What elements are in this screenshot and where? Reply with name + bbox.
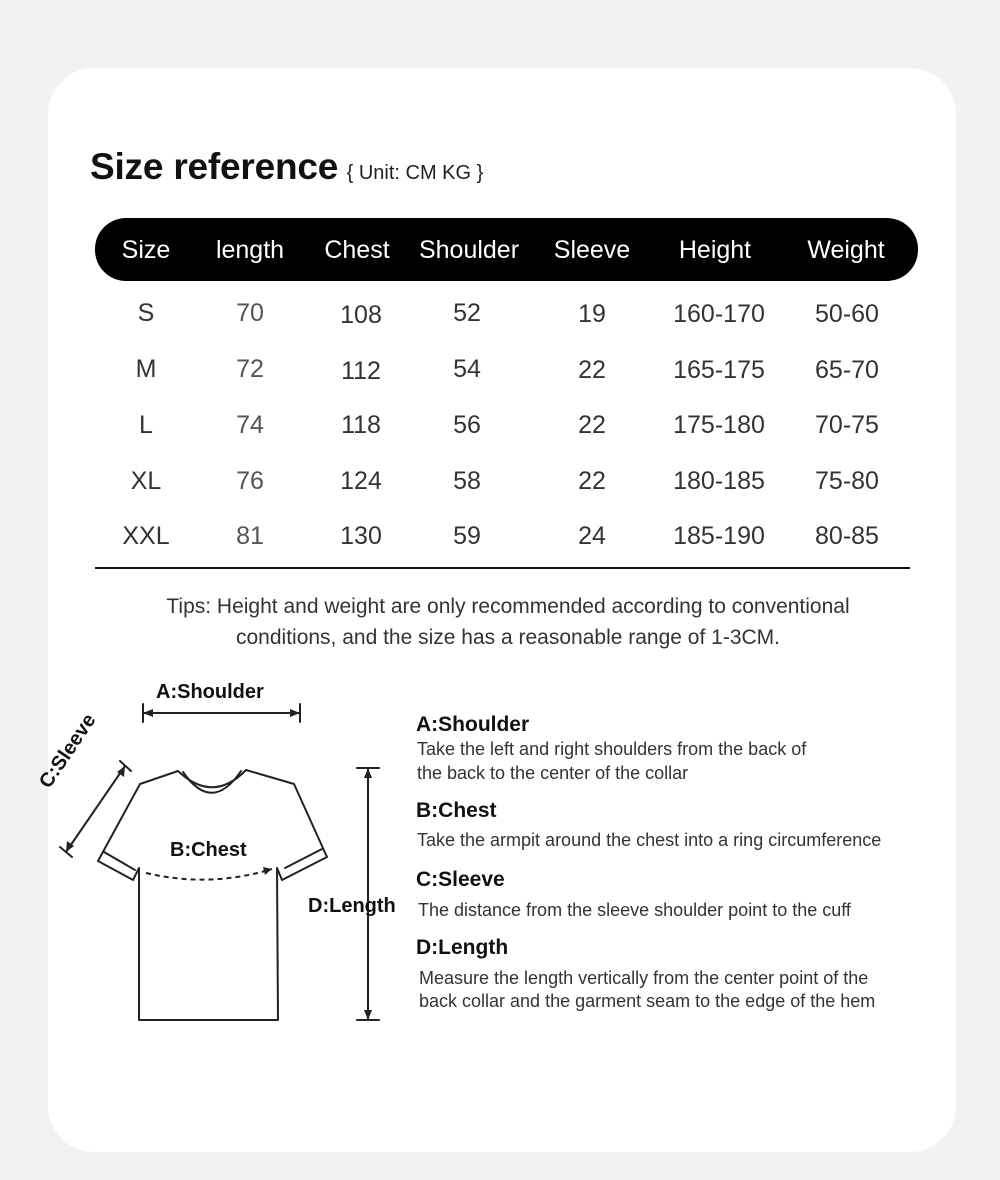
cell-length: 70 — [236, 299, 264, 327]
cell-length: 81 — [236, 522, 264, 550]
tips-line-2: conditions, and the size has a reasonable range of 1-3CM. — [235, 626, 780, 649]
page-title — [90, 146, 483, 188]
tshirt-collar-icon — [183, 771, 241, 793]
legend-d-title: D:Length — [416, 936, 509, 959]
cell-height: 160-170 — [673, 300, 765, 328]
cell-shoulder: 56 — [453, 411, 481, 439]
legend-b-line-1: Take the armpit around the chest into a ring circumference — [417, 830, 882, 850]
diagram-length-label: D:Length — [308, 895, 396, 917]
cell-sleeve: 22 — [578, 356, 606, 384]
header-weight: Weight — [807, 236, 885, 264]
cell-shoulder: 52 — [453, 299, 481, 327]
diagram-chest-label: B:Chest — [170, 839, 247, 861]
chest-measure-line — [146, 869, 272, 880]
cell-shoulder: 54 — [453, 355, 481, 383]
header-length: length — [215, 236, 285, 264]
cell-size: S — [137, 299, 155, 327]
header-sleeve: Sleeve — [553, 236, 631, 264]
cell-height: 180-185 — [673, 467, 765, 495]
cell-weight: 80-85 — [815, 522, 879, 550]
header-shoulder: Shoulder — [418, 236, 520, 264]
tshirt-outline-icon — [98, 770, 327, 1020]
cell-weight: 70-75 — [815, 411, 879, 439]
cell-chest: 130 — [340, 522, 382, 550]
cell-size: M — [135, 355, 157, 383]
legend-d-line-1: Measure the length vertically from the center point of the — [419, 968, 869, 988]
cell-length: 74 — [236, 411, 264, 439]
legend-c-line-1: The distance from the sleeve shoulder point to the cuff — [418, 900, 851, 920]
legend-b-title: B:Chest — [416, 799, 497, 822]
legend-a-line-2: the back to the center of the collar — [417, 763, 689, 783]
cell-sleeve: 24 — [578, 522, 606, 550]
cell-length: 76 — [236, 467, 264, 495]
legend-c-title: C:Sleeve — [416, 868, 505, 891]
cell-sleeve: 19 — [578, 300, 606, 328]
tips-text — [100, 591, 916, 653]
cell-weight: 50-60 — [815, 300, 879, 328]
title-main: Size reference — [90, 146, 339, 187]
cell-length: 72 — [236, 355, 264, 383]
cell-height: 185-190 — [673, 522, 765, 550]
legend-a-line-1: Take the left and right shoulders from the back of — [417, 739, 807, 759]
cell-shoulder: 58 — [453, 467, 481, 495]
cell-sleeve: 22 — [578, 411, 606, 439]
tips-line-1: Tips: Height and weight are only recommended according to conventional — [166, 595, 850, 618]
cell-sleeve: 22 — [578, 467, 606, 495]
header-height: Height — [678, 236, 752, 264]
cell-chest: 112 — [341, 357, 381, 385]
cell-chest: 118 — [341, 411, 381, 439]
cell-shoulder: 59 — [453, 522, 481, 550]
cell-weight: 65-70 — [815, 356, 879, 384]
cell-chest: 124 — [340, 467, 382, 495]
diagram-shoulder-label: A:Shoulder — [156, 681, 264, 703]
cell-height: 175-180 — [673, 411, 765, 439]
header-size: Size — [121, 236, 171, 264]
diagram-sleeve-label: C:Sleeve — [35, 709, 101, 793]
cell-size: XXL — [122, 522, 170, 550]
cell-height: 165-175 — [673, 356, 765, 384]
title-unit: { Unit: CM KG } — [346, 162, 484, 184]
cell-size: XL — [130, 467, 162, 495]
table-bottom-rule — [95, 567, 910, 569]
cell-weight: 75-80 — [815, 467, 879, 495]
header-chest: Chest — [324, 236, 390, 264]
legend-d-line-2: back collar and the garment seam to the edge of the hem — [419, 991, 876, 1011]
cell-chest: 108 — [340, 301, 382, 329]
legend-a-title: A:Shoulder — [416, 713, 530, 736]
cell-size: L — [139, 411, 153, 439]
